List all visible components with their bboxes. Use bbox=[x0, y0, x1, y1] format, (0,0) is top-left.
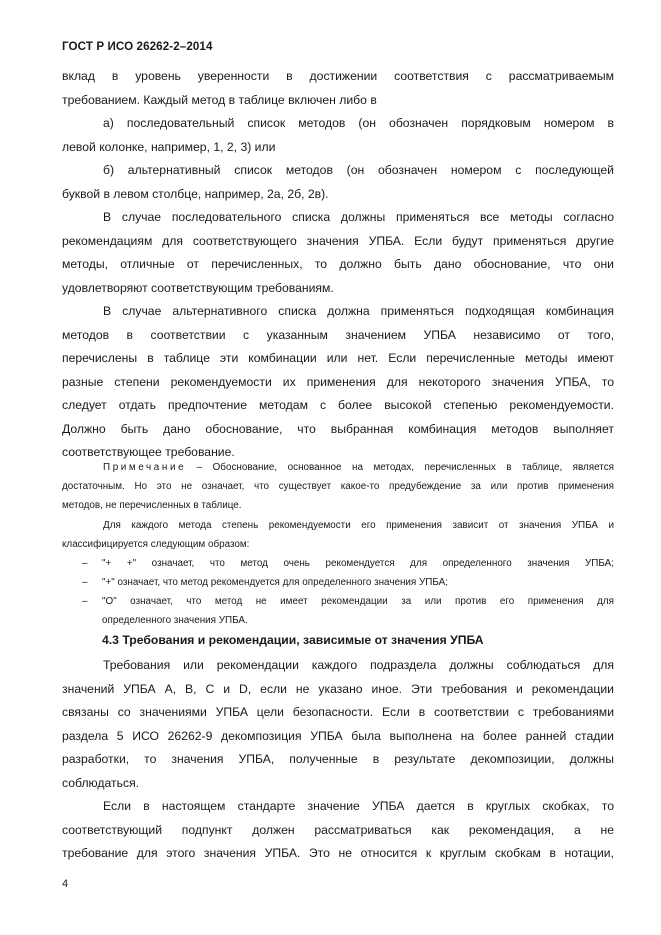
paragraph-line: значений УПБА А, В, С и D, если не указано иное. Эти требования и рекомендации bbox=[62, 681, 614, 696]
dash-list-text: "О" означает, что метод не имеет рекомендации за или против его применения для bbox=[102, 596, 614, 607]
paragraph-line: В случае альтернативного списка должна применяться подходящая комбинация bbox=[103, 304, 614, 318]
note-line: достаточным. Но это не означает, что существует какое-то предубеждение за или против применения bbox=[62, 481, 614, 492]
dash-list-text: "+ +" означает, что метод очень рекомендуется для определенного значения УПБА; bbox=[102, 558, 614, 569]
paragraph-line: раздела 5 ИСО 26262-9 декомпозиция УПБА была выполнена на более ранней стадии bbox=[62, 728, 614, 743]
list-item-a-line: а) последовательный список методов (он обозначен порядковым номером в bbox=[103, 116, 614, 130]
document-header: ГОСТ Р ИСО 26262-2–2014 bbox=[62, 40, 213, 53]
paragraph-line: Если в настоящем стандарте значение УПБА дается в круглых скобках, то bbox=[103, 799, 614, 813]
list-item-b-line: буквой в левом столбце, например, 2а, 2б, 2в). bbox=[62, 186, 329, 201]
paragraph-line: удовлетворяют соответствующим требованиям. bbox=[62, 280, 334, 295]
page-number: 4 bbox=[62, 878, 69, 890]
paragraph-line: разные степени рекомендуемости их применения для некоторого значения УПБА, то bbox=[62, 374, 614, 389]
paragraph-line: соответствующее требование. bbox=[62, 445, 235, 459]
paragraph-line: требование для этого значения УПБА. Это не относится к круглым скобкам в нотации, bbox=[62, 846, 614, 860]
dash-list-text: "+" означает, что метод рекомендуется для определенного значения УПБА; bbox=[102, 577, 448, 588]
paragraph-line: В случае последовательного списка должны применяться все методы согласно bbox=[103, 210, 614, 224]
paragraph-line: Требования или рекомендации каждого подраздела должны соблюдаться для bbox=[103, 658, 614, 672]
dash-list-item-continuation: определенного значения УПБА. bbox=[102, 615, 248, 626]
dash-bullet: – bbox=[82, 558, 88, 569]
paragraph-line: соблюдаться. bbox=[62, 775, 140, 790]
paragraph-line: соответствующий подпункт должен рассматриваться как рекомендация, а не bbox=[62, 822, 614, 837]
small-paragraph-line: Для каждого метода степень рекомендуемости его применения зависит от значения УПБА и bbox=[103, 520, 614, 531]
section-heading: 4.3 Требования и рекомендации, зависимые от значения УПБА bbox=[102, 633, 484, 647]
note-label: Примечание bbox=[103, 462, 187, 473]
small-paragraph-line: классифицируется следующим образом: bbox=[62, 539, 250, 550]
dash-list-item bbox=[82, 592, 614, 611]
note-text: – Обоснование, основанное на методах, перечисленных в таблице, является bbox=[186, 462, 614, 473]
paragraph-line: рекомендациям для соответствующего значения УПБА. Если будут применяться другие bbox=[62, 233, 614, 248]
paragraph-line: связаны со значениями УПБА цели безопасности. Если в соответствии с требованиями bbox=[62, 705, 614, 719]
list-item-a-line: левой колонке, например, 1, 2, 3) или bbox=[62, 139, 276, 154]
paragraph-line: следует отдать предпочтение методам с более высокой степенью рекомендуемости. bbox=[62, 398, 614, 412]
dash-list-item bbox=[82, 573, 614, 592]
paragraph-line: методов в соответствии с указанным значением УПБА независимо от того, bbox=[62, 327, 614, 342]
dash-list-item bbox=[82, 554, 614, 573]
note-line bbox=[62, 458, 614, 477]
dash-bullet: – bbox=[82, 577, 88, 588]
paragraph-line: Должно быть дано обоснование, что выбранная комбинация методов выполняет bbox=[62, 421, 614, 436]
list-item-b-line: б) альтернативный список методов (он обозначен номером с последующей bbox=[103, 163, 614, 177]
paragraph-line: требованием. Каждый метод в таблице включен либо в bbox=[62, 92, 377, 107]
paragraph-line: методы, отличные от перечисленных, то должно быть дано обоснование, что они bbox=[62, 257, 614, 271]
paragraph-line: разработки, то значения УПБА, полученные в результате декомпозиции, должны bbox=[62, 752, 614, 766]
paragraph-line: вклад в уровень уверенности в достижении соответствия с рассматриваемым bbox=[62, 69, 614, 83]
note-line: методов, не перечисленных в таблице. bbox=[62, 500, 242, 511]
paragraph-line: перечислены в таблице эти комбинации или нет. Если перечисленные методы имеют bbox=[62, 351, 614, 365]
dash-bullet: – bbox=[82, 596, 88, 607]
